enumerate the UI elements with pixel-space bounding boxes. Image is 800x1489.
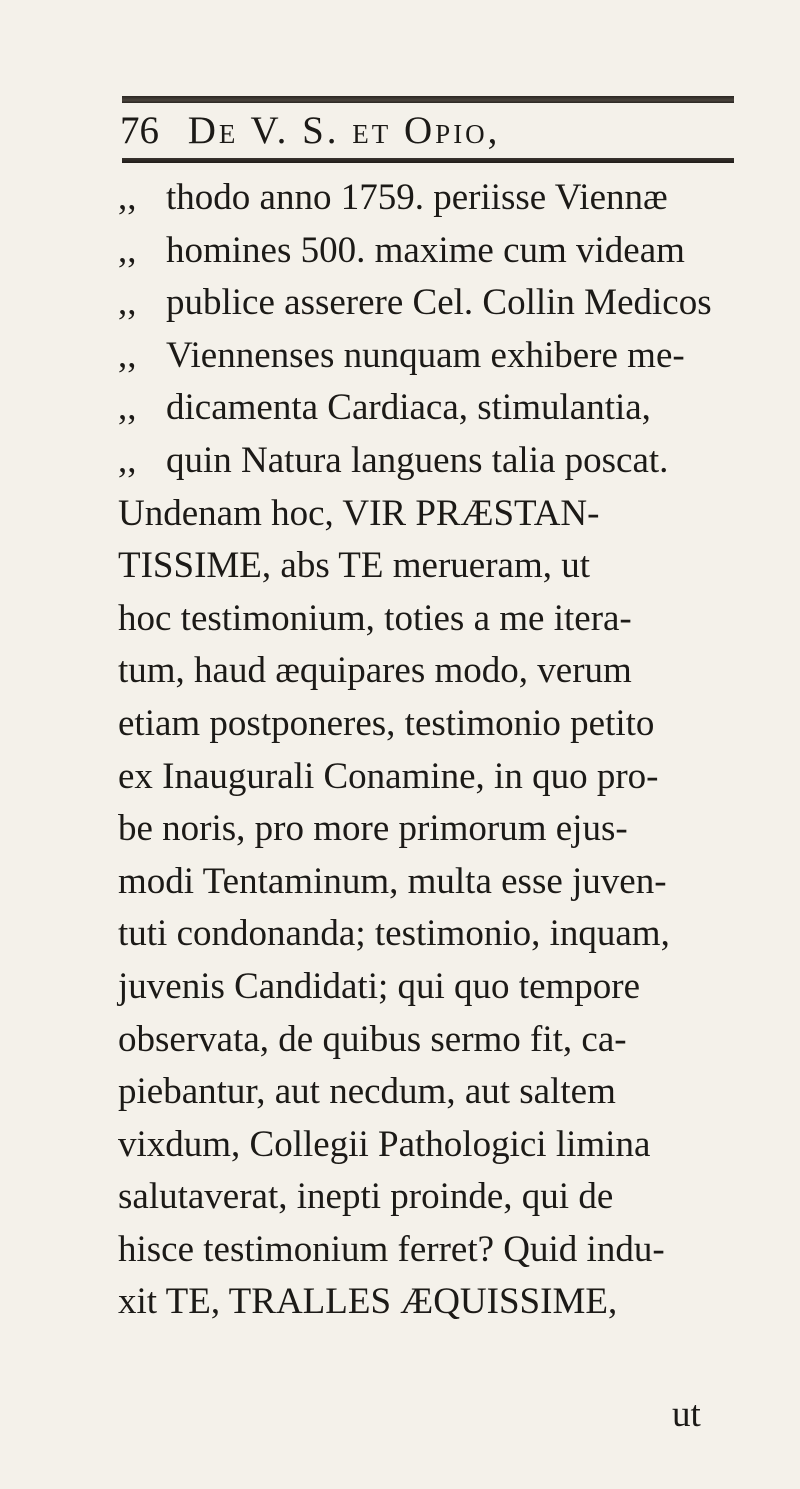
line-text: Undenam hoc, VIR PRÆSTAN- — [118, 492, 600, 534]
text-line — [118, 330, 758, 383]
text-line — [118, 593, 758, 646]
page-number: 76 — [120, 109, 159, 152]
text-line — [118, 382, 758, 435]
header-rule-top — [122, 96, 734, 103]
quote-mark: ,, — [118, 177, 137, 218]
text-line — [118, 698, 758, 751]
text-line — [118, 225, 758, 278]
line-text: ex Inaugurali Conamine, in quo pro- — [118, 755, 659, 797]
line-text: homines 500. maxime cum videam — [166, 229, 685, 271]
line-text: xit TE, TRALLES ÆQUISSIME, — [118, 1281, 618, 1323]
text-line — [118, 172, 758, 225]
quote-mark: ,, — [118, 282, 137, 324]
line-text: hoc testimonium, toties a me itera- — [118, 597, 632, 639]
text-line — [118, 1066, 758, 1119]
text-line — [118, 1276, 758, 1329]
text-line — [118, 856, 758, 909]
text-line — [118, 1014, 758, 1067]
line-text: Viennenses nunquam exhibere me- — [166, 334, 685, 376]
quote-mark: ,, — [118, 229, 137, 271]
quote-mark: ,, — [118, 334, 137, 376]
text-line — [118, 803, 758, 856]
line-text: etiam postponeres, testimonio petito — [118, 702, 655, 744]
text-line — [118, 488, 758, 541]
line-text: quin Natura languens talia poscat. — [166, 439, 669, 481]
line-text: modi Tentaminum, multa esse juven- — [118, 860, 667, 902]
text-line — [118, 751, 758, 804]
text-body — [118, 172, 758, 1329]
text-line — [118, 435, 758, 488]
catchword: ut — [672, 1394, 701, 1435]
line-text: be noris, pro more primorum ejus- — [118, 808, 628, 850]
header-rule-bottom — [122, 158, 734, 163]
line-text: TISSIME, abs TE merueram, ut — [118, 545, 591, 587]
text-line — [118, 1171, 758, 1224]
quote-mark: ,, — [118, 387, 137, 429]
running-header — [120, 106, 740, 156]
line-text: hisce testimonium ferret? Quid indu- — [118, 1228, 665, 1270]
line-text: vixdum, Collegii Pathologici limina — [118, 1123, 651, 1165]
quote-mark: ,, — [118, 439, 137, 481]
line-text: tum, haud æquipares modo, verum — [118, 650, 632, 692]
running-title: De V. S. et Opio, — [187, 109, 501, 152]
text-line — [118, 645, 758, 698]
line-text: publice asserere Cel. Collin Medicos — [166, 282, 712, 324]
text-line — [118, 908, 758, 961]
line-text: piebantur, aut necdum, aut saltem — [118, 1071, 616, 1113]
line-text: juvenis Candidati; qui quo tempore — [118, 965, 641, 1007]
line-text: dicamenta Cardiaca, stimulantia, — [166, 387, 651, 429]
text-line — [118, 961, 758, 1014]
text-line — [118, 1119, 758, 1172]
line-text: tuti condonanda; testimonio, inquam, — [118, 913, 670, 955]
text-line — [118, 1224, 758, 1277]
text-line — [118, 540, 758, 593]
line-text: observata, de quibus sermo fit, ca- — [118, 1018, 627, 1060]
line-text: thodo anno 1759. periisse Viennæ — [166, 177, 668, 218]
text-line — [118, 277, 758, 330]
line-text: salutaverat, inepti proinde, qui de — [118, 1176, 614, 1218]
